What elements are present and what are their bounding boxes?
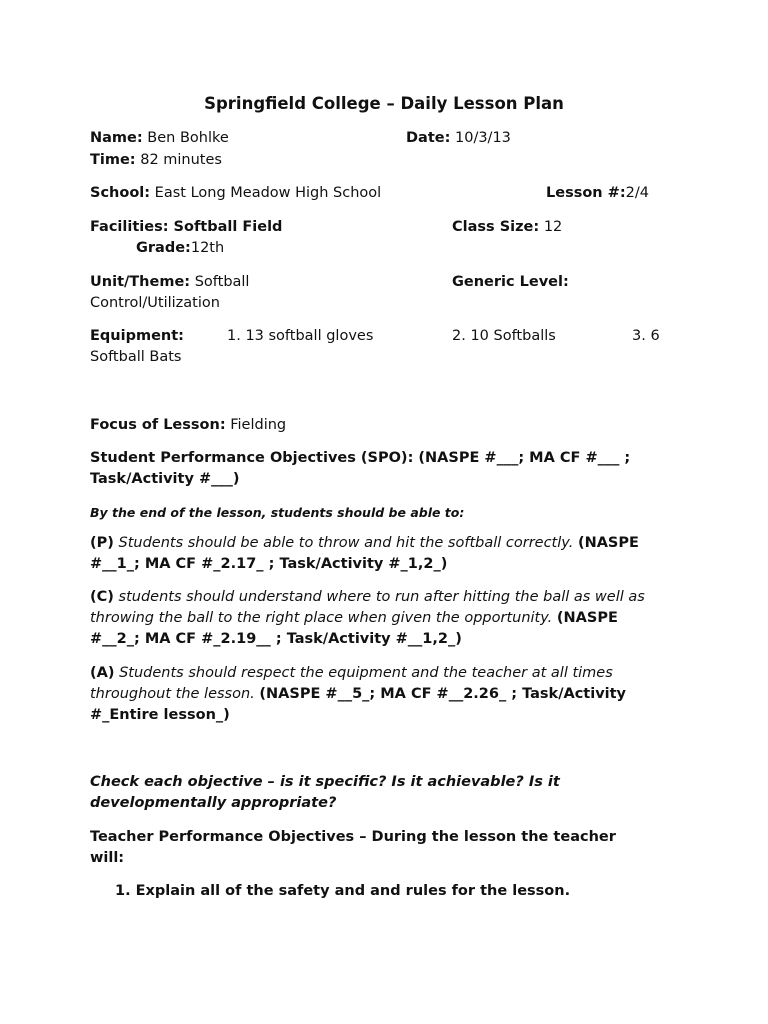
objective-c-ref-start: (NASPE <box>556 610 618 626</box>
tpo-list-item: 1. Explain all of the safety and and rules for the lesson. <box>115 883 571 899</box>
objective-a-line1 <box>90 663 613 684</box>
objective-a-line2 <box>90 684 626 705</box>
focus-label: Focus of Lesson: <box>90 417 226 433</box>
focus-row <box>90 415 286 436</box>
time-row <box>90 150 222 171</box>
generic-level-label: Generic Level: <box>452 274 569 290</box>
objective-c-tag: (C) <box>90 589 114 605</box>
unit-label: Unit/Theme: <box>90 274 191 290</box>
objective-c-text-1: students should understand where to run after hitting the ball as well as <box>118 589 645 605</box>
unit-value-continued: Control/Utilization <box>90 295 220 311</box>
generic-level-row <box>452 272 569 293</box>
objective-a-text-1: Students should respect the equipment and the teacher at all times <box>119 665 613 681</box>
equipment-item-3-continued: Softball Bats <box>90 349 182 365</box>
date-label: Date: <box>406 130 451 146</box>
tpo-heading-line1: Teacher Performance Objectives – During the lesson the teacher <box>90 829 616 845</box>
objective-a-tag: (A) <box>90 665 115 681</box>
spo-heading-line2: Task/Activity #___) <box>90 471 240 487</box>
date-value: 10/3/13 <box>455 130 511 146</box>
date-row <box>406 128 511 149</box>
class-size-row <box>452 217 562 238</box>
class-size-label: Class Size: <box>452 219 540 235</box>
objective-p-ref-start: (NASPE <box>577 535 639 551</box>
equipment-item-2: 2. 10 Softballs <box>452 328 556 344</box>
check-line1: Check each objective – is it specific? Is it achievable? Is it <box>90 774 560 790</box>
objective-a-ref-start: (NASPE #__5_; MA CF #__2.26_ ; Task/Activity <box>259 686 627 702</box>
objective-p-line1 <box>90 533 639 554</box>
tpo-heading-line2: will: <box>90 850 125 866</box>
school-label: School: <box>90 185 151 201</box>
grade-value: 12th <box>190 240 225 256</box>
equipment-label: Equipment: <box>90 328 184 344</box>
facilities-label: Facilities: Softball Field <box>90 219 283 235</box>
name-row <box>90 128 229 149</box>
objective-p-text: Students should be able to throw and hit the softball correctly. <box>118 535 574 551</box>
focus-value: Fielding <box>230 417 287 433</box>
spo-heading-line1: Student Performance Objectives (SPO): (NASPE #___; MA CF #___ ; <box>90 450 631 466</box>
time-label: Time: <box>90 152 136 168</box>
name-label: Name: <box>90 130 143 146</box>
objective-c-text-2: throwing the ball to the right place when given the opportunity. <box>90 610 553 626</box>
facilities-row <box>90 217 282 238</box>
objective-c-line2 <box>90 608 618 629</box>
lesson-row <box>546 183 649 204</box>
grade-label: Grade: <box>136 240 191 256</box>
unit-row <box>90 272 249 293</box>
equipment-item-3: 3. 6 <box>632 328 660 344</box>
grade-row <box>136 238 224 259</box>
school-row <box>90 183 381 204</box>
class-size-value: 12 <box>543 219 563 235</box>
unit-value: Softball <box>194 274 250 290</box>
school-value: East Long Meadow High School <box>154 185 382 201</box>
spo-intro: By the end of the lesson, students should be able to: <box>90 505 465 520</box>
name-value: Ben Bohlke <box>147 130 229 146</box>
lesson-value: 2/4 <box>625 185 649 201</box>
objective-p-ref: #__1_; MA CF #_2.17_ ; Task/Activity #_1,2_) <box>90 556 448 572</box>
objective-a-text-2: throughout the lesson. <box>90 686 255 702</box>
objective-a-ref: #_Entire lesson_) <box>90 707 230 723</box>
equipment-item-1: 1. 13 softball gloves <box>227 328 374 344</box>
objective-c-line1 <box>90 587 645 608</box>
check-line2: developmentally appropriate? <box>90 795 337 811</box>
lesson-label: Lesson #: <box>546 185 626 201</box>
time-value: 82 minutes <box>140 152 222 168</box>
page-title: Springfield College – Daily Lesson Plan <box>204 94 564 113</box>
objective-p-tag: (P) <box>90 535 114 551</box>
equipment-label-row <box>90 326 184 347</box>
objective-c-ref: #__2_; MA CF #_2.19__ ; Task/Activity #__1,2_) <box>90 631 462 647</box>
